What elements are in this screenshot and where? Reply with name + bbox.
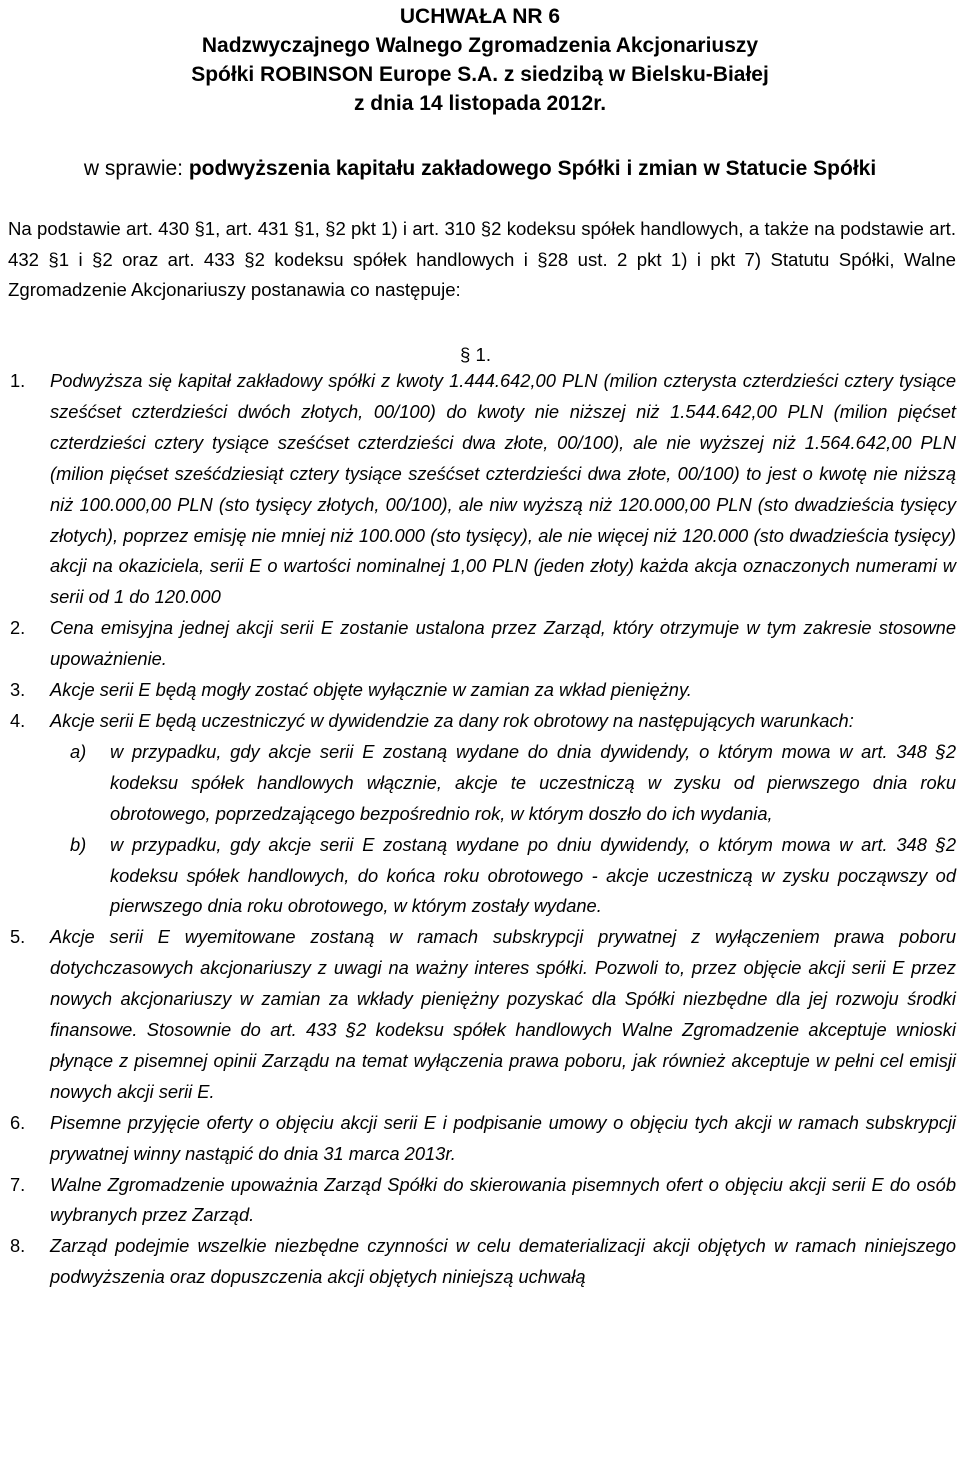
item-number: 5. [10,926,26,948]
sub-items-list [70,737,956,922]
item-text: Podwyższa się kapitał zakładowy spółki z kwoty 1.444.642,00 PLN (milion czterysta czterdzieści cztery tysiące sześćset czterdzieści dwóch złotych, 00/100) do kwoty nie niższej niż 1.544.642,00 PLN (milion pięćset czterdzieści cztery tysiące sześćset czterdzieści dwa złote, 00/100), ale nie wyższej niż 1.564.642,00 PLN (milion pięćset sześćdziesiąt cztery tysiące sześćset czterdzieści dwa złote, 00/100) to jest o kwotę nie niższą niż 100.000,00 PLN (sto tysięcy złotych, 00/100), ale niw wyższą niż 120.000,00 PLN (sto dwadzieścia tysięcy złotych), poprzez emisję nie mniej niż 100.000 (sto tysięcy), ale nie więcej niż 120.000 (sto dwadzieścia tysięcy) akcji na okaziciela, serii E o wartości nominalnej 1,00 PLN (jeden złoty) każda akcja oznaczonych numerami w serii od 1 do 120.000 [50,370,956,608]
item-text: Akcje serii E wyemitowane zostaną w ramach subskrypcji prywatnej z wyłączeniem prawa poboru dotychczasowych akcjonariuszy z uwagi na ważny interes spółki. Pozwoli to, przez objęcie akcji serii E przez nowych akcjonariuszy w zamian za wkłady pieniężny pozyskać dla Spółki niezbędne dla jej rozwoju środki finansowe. Stosownie do art. 433 §2 kodeksu spółek handlowych Walne Zgromadzenie akceptuje wnioski płynące z pisemnej opinii Zarządu na temat wyłączenia prawa poboru, jak również akceptuje w pełni cel emisji nowych akcji serii E. [50,926,956,1102]
list-item [8,675,956,706]
list-item [8,1108,956,1170]
item-text: Pisemne przyjęcie oferty o objęciu akcji serii E i podpisanie umowy o objęciu tych akcji w ramach subskrypcji prywatnej winny nastąpić do dnia 31 marca 2013r. [50,1111,956,1164]
list-item [8,1170,956,1232]
item-text: Zarząd podejmie wszelkie niezbędne czynności w celu dematerializacji akcji objętych w ramach niniejszego podwyższenia oraz dopuszczenia akcji objętych niniejszą uchwałą [50,1235,956,1288]
list-item [8,706,956,922]
resolution-subject [0,154,960,183]
item-number: 1. [10,370,26,391]
resolution-number: UCHWAŁA NR 6 [399,5,561,28]
sub-item-text: w przypadku, gdy akcje serii E zostaną wydane po dniu dywidendy, o którym mowa w art. 348 §2 kodeksu spółek handlowych, do końca roku obrotowego - akcje uczestniczą w zysku począwszy od pierwszego dnia roku obrotowego, w którym zostały wydane. [110,833,956,917]
sub-item-letter: a) [70,740,87,762]
sub-item-text: w przypadku, gdy akcje serii E zostaną wydane do dnia dywidendy, o którym mowa w art. 348 §2 kodeksu spółek handlowych włącznie, akcje te uczestniczą w zysku od pierwszego dnia roku obrotowego, poprzedzającego bezpośrednio rok, w którym doszło do ich wydania, [110,740,956,824]
item-number: 6. [10,1111,26,1133]
sub-list-item [70,830,956,923]
item-text: Cena emisyjna jednej akcji serii E zostanie ustalona przez Zarząd, który otrzymuje w tym zakresie stosowne upoważnienie. [50,617,956,670]
dividend-conditions [8,737,956,922]
item-number: 7. [10,1173,26,1195]
legal-basis-paragraph: Na podstawie art. 430 §1, art. 431 §1, §2 pkt 1) i art. 310 §2 kodeksu spółek handlowych, a także na podstawie art. 432 §1 i §2 oraz art. 433 §2 kodeksu spółek handlowych i §28 ust. 2 pkt 1) i pkt 7) Statutu Spółki, Walne Zgromadzenie Akcjonariuszy postanawia co następuje: [8,218,956,300]
resolution-items-list [8,366,956,1293]
list-item [8,613,956,675]
sub-item-letter: b) [70,833,87,855]
item-text: Akcje serii E będą uczestniczyć w dywidendzie za dany rok obrotowy na następujących warunkach: [50,709,854,731]
item-number: 4. [10,709,26,731]
item-number: 8. [10,1235,26,1257]
sub-list-item [70,737,956,830]
item-number: 2. [10,617,26,639]
item-text: Walne Zgromadzenie upoważnia Zarząd Spółki do skierowania pisemnych ofert o objęciu akcji serii E do osób wybranych przez Zarząd. [50,1173,956,1226]
resolution-date: z dnia 14 listopada 2012r. [353,92,607,115]
list-item [8,366,956,613]
item-number: 3. [10,679,26,701]
list-item [8,1231,956,1293]
item-text: Akcje serii E będą mogły zostać objęte wyłącznie w zamian za wkład pieniężny. [50,679,692,701]
section-number: § 1. [460,344,492,365]
company-name: Spółki ROBINSON Europe S.A. z siedzibą w Bielsku-Białej [191,63,769,86]
subject-prefix: w sprawie: [83,157,189,180]
list-item [8,922,956,1107]
assembly-name: Nadzwyczajnego Walnego Zgromadzenia Akcjonariuszy [201,34,759,57]
resolution-header [0,2,960,118]
subject-text: podwyższenia kapitału zakładowego Spółki i zmian w Statucie Spółki [188,157,877,180]
